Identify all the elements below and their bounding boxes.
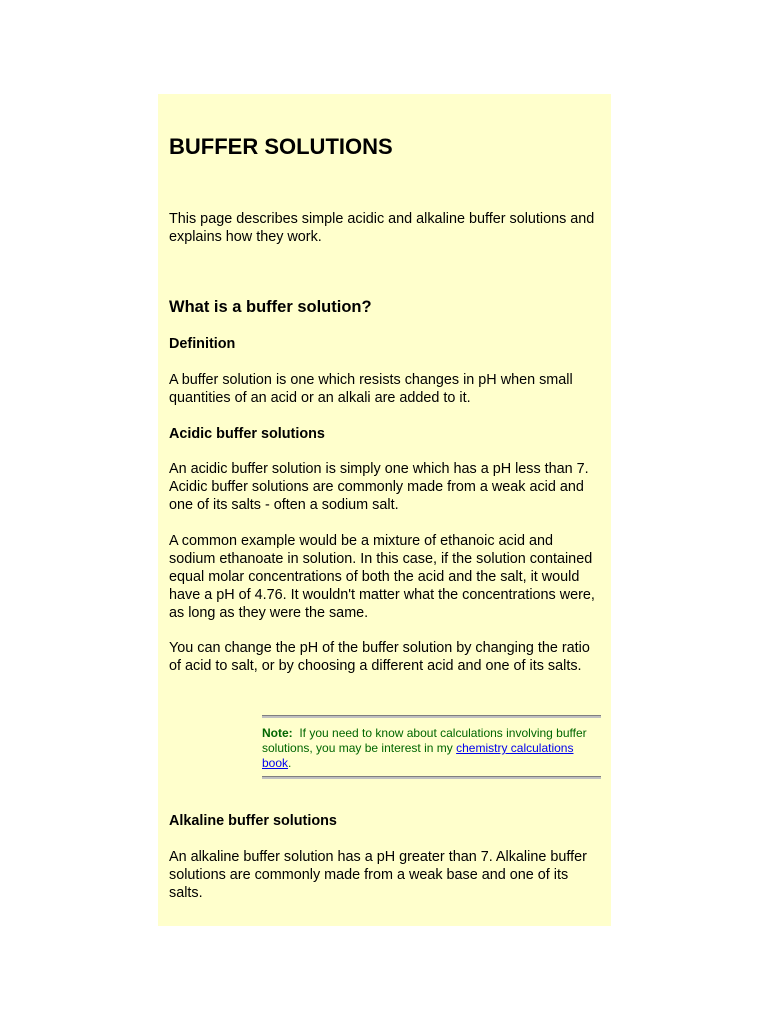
note-box (262, 715, 601, 779)
intro-paragraph: This page describes simple acidic and alkaline buffer solutions and explains how they work. (169, 211, 595, 245)
note-body: If you need to know about calculations involving buffer solutions, you may be interest in my (262, 726, 587, 755)
note-top-rule (262, 715, 601, 718)
alkaline-paragraph-1: An alkaline buffer solution has a pH greater than 7. Alkaline buffer solutions are commonly made from a weak base and one of its salts. (169, 849, 587, 901)
acidic-buffer-heading: Acidic buffer solutions (169, 426, 325, 442)
definition-heading: Definition (169, 336, 236, 352)
note-end: . (288, 756, 292, 770)
page-title: BUFFER SOLUTIONS (169, 134, 393, 159)
note-label: Note: (262, 726, 293, 740)
document-page (158, 94, 611, 926)
chemistry-calculations-book-link[interactable]: chemistry calculations book (262, 741, 574, 770)
note-text (262, 726, 592, 771)
what-is-buffer-heading: What is a buffer solution? (169, 298, 372, 316)
definition-paragraph: A buffer solution is one which resists changes in pH when small quantities of an acid or an alkali are added to it. (169, 372, 573, 406)
acidic-paragraph-3: You can change the pH of the buffer solution by changing the ratio of acid to salt, or by choosing a different acid and one of its salts. (169, 640, 590, 674)
acidic-paragraph-1: An acidic buffer solution is simply one which has a pH less than 7. Acidic buffer solutions are commonly made from a weak acid and one of its salts - often a sodium salt. (169, 461, 589, 513)
note-bottom-rule (262, 776, 601, 779)
alkaline-buffer-heading: Alkaline buffer solutions (169, 813, 337, 829)
acidic-paragraph-2: A common example would be a mixture of ethanoic acid and sodium ethanoate in solution. In this case, if the solution contained equal molar concentrations of both the acid and the salt, it would have a pH of 4.76. It wouldn't matter what the concentrations were, as long as they were the same. (169, 533, 595, 621)
